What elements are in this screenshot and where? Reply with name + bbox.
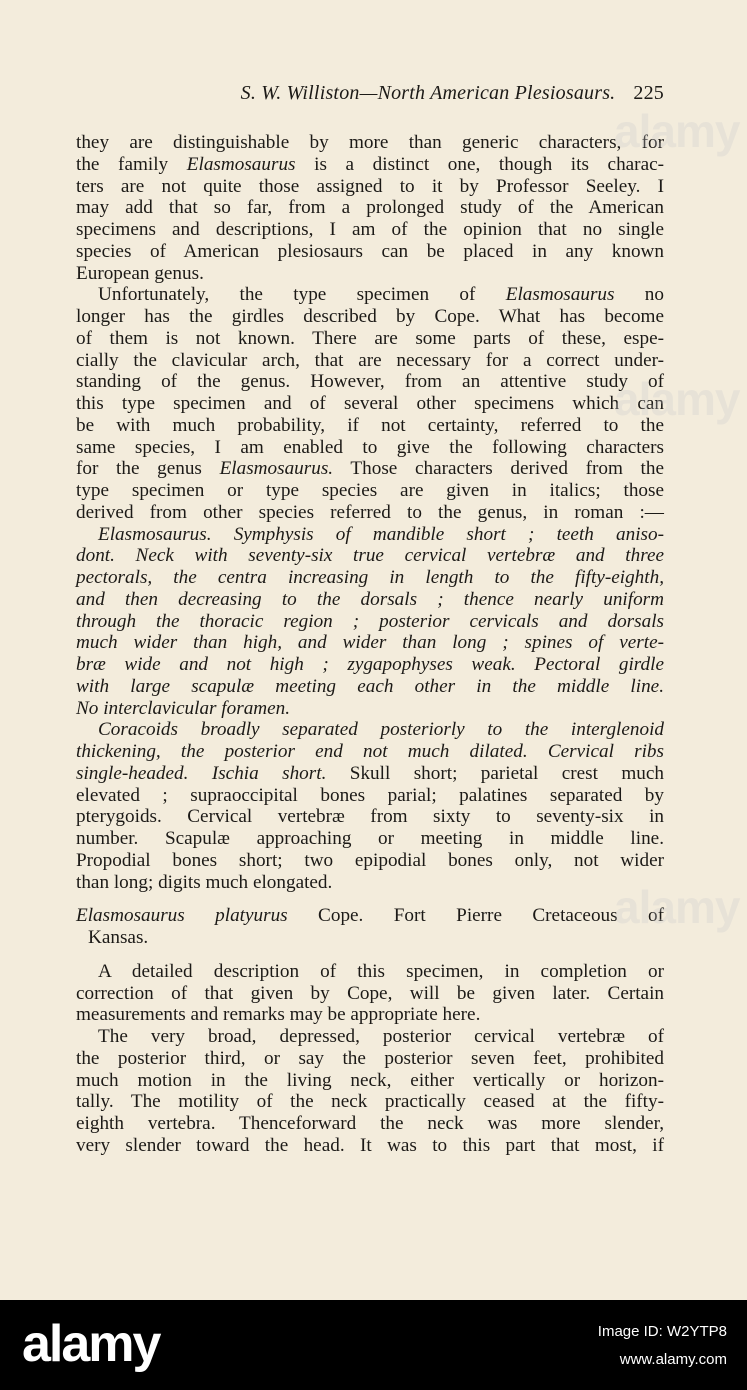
text-line: the posterior third, or say the posterior seven feet, prohibited: [76, 1047, 664, 1069]
text-line: number. Scapulæ approaching or meeting in middle line.: [76, 828, 664, 849]
running-header: [0, 82, 664, 105]
alamy-logo: alamy: [22, 1315, 160, 1373]
text-line: European genus.: [76, 262, 204, 284]
text-line: with large scapulæ meeting each other in the middle line.: [76, 675, 664, 697]
text-line: Propodial bones short; two epipodial bones only, not wider: [76, 849, 664, 871]
stock-footer-bar: [0, 1300, 747, 1390]
text-line: derived from other species referred to the genus, in roman :—: [76, 501, 664, 523]
text-run: Unfortunately, the type specimen of: [98, 284, 506, 306]
text-line: may add that so far, from a prolonged study of the American: [76, 197, 664, 219]
text-line: much motion in the living neck, either vertically or horizon-: [76, 1069, 664, 1091]
page-number: 225: [633, 82, 664, 104]
text-line: eighth vertebra. Thenceforward the neck was more slender,: [76, 1113, 664, 1134]
text-line: and then decreasing to the dorsals ; thence nearly uniform: [76, 588, 664, 610]
text-line: [76, 763, 664, 785]
text-line: [76, 458, 664, 480]
text-line: through the thoracic region ; posterior cervicals and dorsals: [76, 610, 664, 632]
text-line: bræ wide and not high ; zygapophyses weak. Pectoral girdle: [76, 654, 664, 675]
text-line: this type specimen and of several other specimens which can: [76, 393, 664, 414]
text-line: longer has the girdles described by Cope. What has become: [76, 306, 664, 327]
text-line: correction of that given by Cope, will be given later. Certain: [76, 982, 664, 1004]
species-heading: [76, 905, 664, 949]
text-run: Skull short; parietal crest much: [326, 762, 664, 784]
text-line: [76, 905, 664, 927]
text-line: tally. The motility of the neck practically ceased at the fifty-: [76, 1091, 664, 1113]
text-line: Kansas.: [88, 927, 149, 948]
genus-name: Elasmosaurus.: [219, 458, 334, 480]
text-line: much wider than high, and wider than long ; spines of verte-: [76, 632, 664, 654]
text-line: [76, 284, 664, 306]
paragraph-5: [76, 961, 664, 1026]
genus-name: Elasmosaurus: [186, 153, 296, 175]
text-run: Cope. Fort Pierre Cretaceous of: [287, 905, 664, 927]
text-line: very slender toward the head. It was to this part that most, if: [76, 1134, 664, 1156]
text-line: than long; digits much elongated.: [76, 871, 333, 893]
text-line: Elasmosaurus. Symphysis of mandible short ; teeth aniso-: [98, 523, 664, 545]
text-line: cially the clavicular arch, that are necessary for a correct under-: [76, 349, 664, 371]
text-line: elevated ; supraoccipital bones parial; palatines separated by: [76, 784, 664, 806]
paragraph-1: [76, 132, 664, 284]
paragraph-6: [76, 1026, 664, 1157]
text-run: the family: [76, 153, 187, 175]
species-name: Elasmosaurus platyurus: [76, 905, 288, 927]
text-line: specimens and descriptions, I am of the opinion that no single: [76, 219, 664, 240]
text-run: for the genus: [76, 458, 220, 480]
text-line: [76, 154, 664, 176]
body-text: [76, 132, 664, 1157]
running-title: S. W. Williston—North American Plesiosaurs.: [240, 82, 616, 104]
text-line: type specimen or type species are given in italics; those: [76, 480, 664, 501]
text-line: pectorals, the centra increasing in length to the fifty-eighth,: [76, 567, 664, 588]
text-line: of them is not known. There are some parts of these, espe-: [76, 327, 664, 349]
text-run: single-headed. Ischia short.: [76, 762, 327, 784]
footer-info: [598, 1318, 727, 1374]
paragraph-2: [76, 284, 664, 523]
text-line: standing of the genus. However, from an attentive study of: [76, 371, 664, 393]
text-run: no: [614, 284, 664, 306]
text-line: be with much probability, if not certainty, referred to the: [76, 414, 664, 436]
text-line: dont. Neck with seventy-six true cervical vertebræ and three: [76, 545, 664, 567]
text-line: same species, I am enabled to give the following characters: [76, 436, 664, 458]
watermark: alamy: [614, 105, 740, 157]
paragraph-4: [76, 719, 664, 893]
text-run: Those characters derived from the: [333, 458, 664, 480]
text-line: pterygoids. Cervical vertebræ from sixty to seventy-six in: [76, 806, 664, 828]
text-run: is a distinct one, though its charac-: [295, 153, 664, 175]
text-line: ters are not quite those assigned to it by Professor Seeley. I: [76, 175, 664, 197]
text-line: No interclavicular foramen.: [76, 697, 291, 719]
image-id-label: Image ID: W2YTP8: [597, 1323, 727, 1340]
text-line: thickening, the posterior end not much dilated. Cervical ribs: [76, 741, 664, 762]
text-line: The very broad, depressed, posterior cervical vertebræ of: [98, 1026, 664, 1047]
site-url: www.alamy.com: [619, 1351, 727, 1368]
text-line: measurements and remarks may be appropriate here.: [76, 1004, 481, 1026]
text-line: they are distinguishable by more than generic characters, for: [76, 132, 664, 153]
text-line: species of American plesiosaurs can be placed in any known: [76, 240, 664, 262]
watermark: alamy: [614, 373, 740, 425]
genus-name: Elasmosaurus: [505, 284, 615, 306]
text-line: A detailed description of this specimen, in completion or: [98, 960, 664, 982]
watermark: alamy: [614, 881, 740, 933]
text-line: Coracoids broadly separated posteriorly to the interglenoid: [98, 719, 664, 741]
paragraph-3-diagnosis: [76, 524, 664, 720]
